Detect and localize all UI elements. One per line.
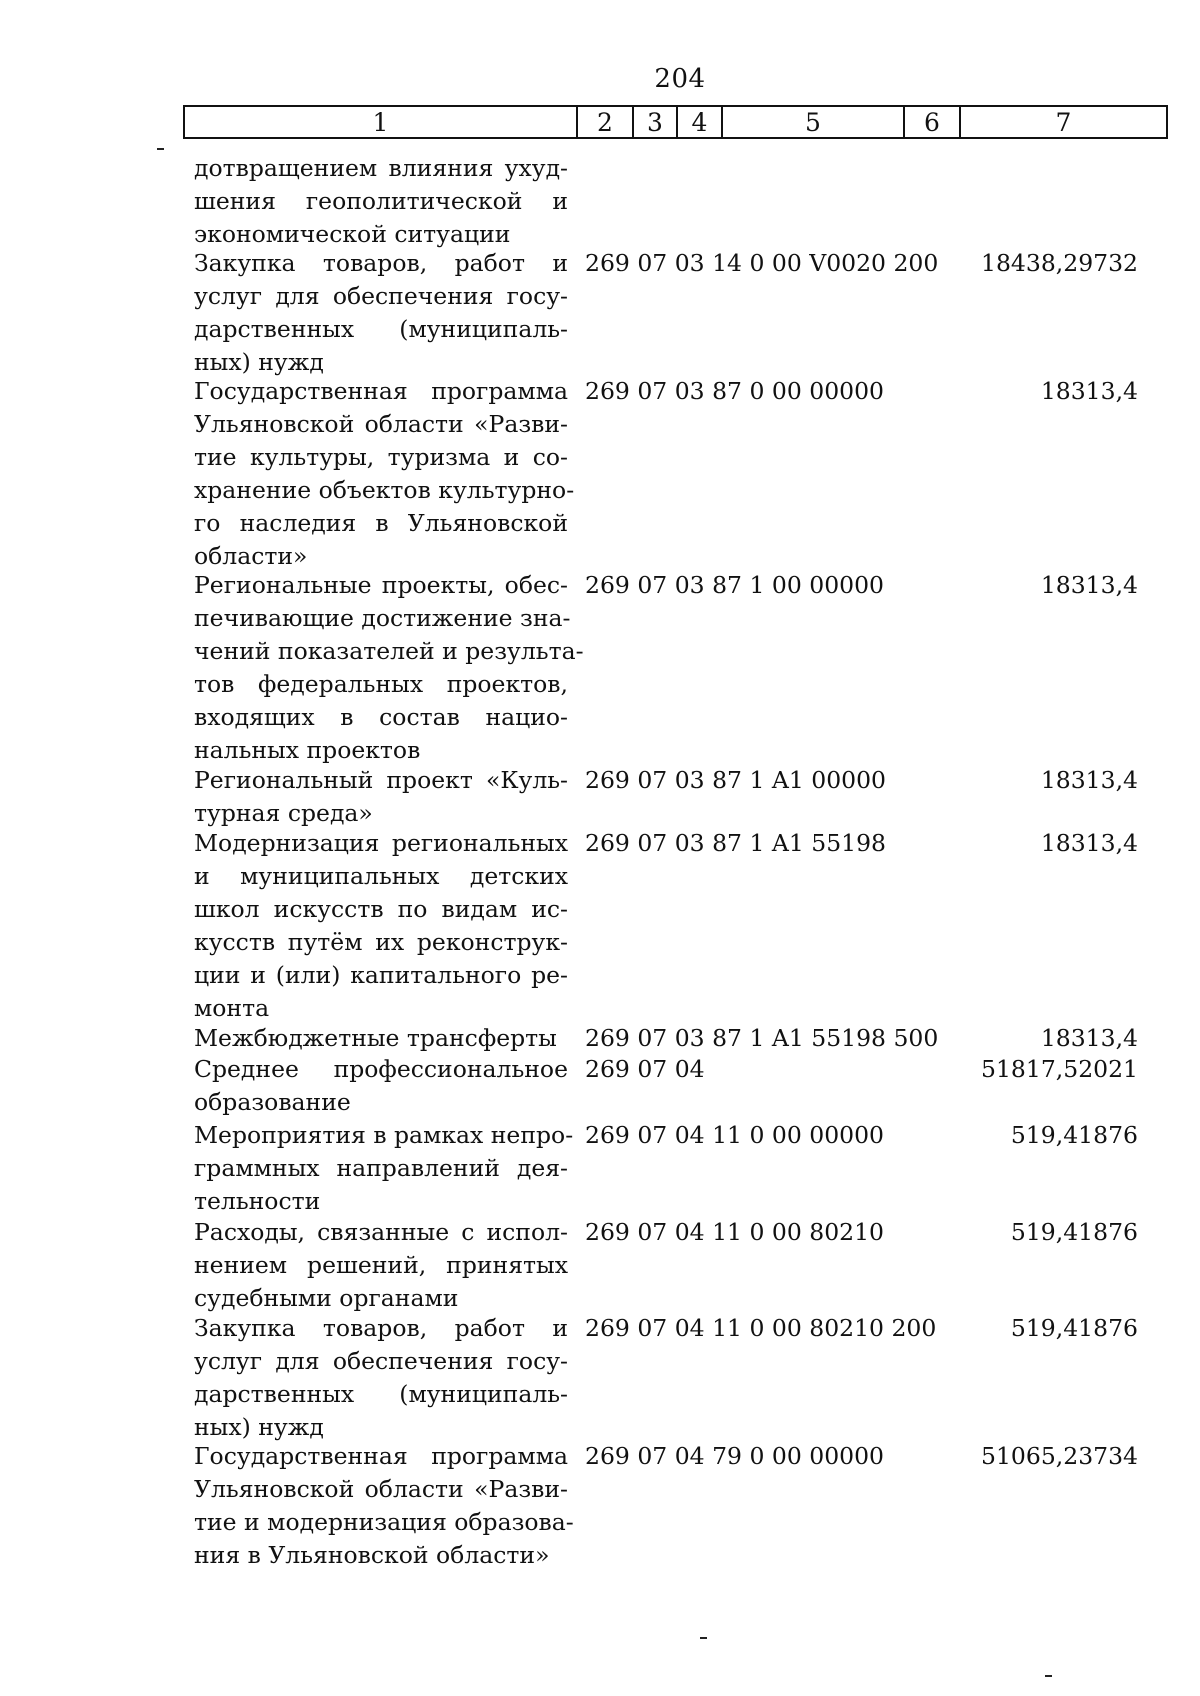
table-header bbox=[183, 105, 1168, 139]
scan-mark bbox=[157, 148, 164, 150]
scan-mark bbox=[700, 1637, 707, 1639]
description-line: Государственная программа bbox=[194, 377, 568, 405]
description-line: Межбюджетные трансферты bbox=[194, 1024, 557, 1052]
row-amount: 18313,4 bbox=[1040, 1024, 1138, 1052]
description-line: хранение объектов культурно- bbox=[194, 476, 575, 504]
description-line: нальных проектов bbox=[194, 736, 421, 764]
row-description bbox=[194, 152, 568, 251]
description-line: экономической ситуации bbox=[194, 220, 511, 248]
row-amount: 51817,52021 bbox=[981, 1055, 1138, 1083]
description-line: Модернизация региональных bbox=[194, 829, 568, 857]
description-line: судебными органами bbox=[194, 1284, 459, 1312]
description-line: ных) нужд bbox=[194, 348, 324, 376]
row-description bbox=[194, 764, 568, 830]
row-codes: 269 07 04 11 0 00 00000 bbox=[585, 1121, 884, 1149]
description-line: тельности bbox=[194, 1187, 321, 1215]
row-amount: 519,41876 bbox=[1010, 1218, 1138, 1246]
row-codes: 269 07 03 87 0 00 00000 bbox=[585, 377, 884, 405]
description-line: и муниципальных детских bbox=[194, 862, 568, 890]
row-description bbox=[194, 1440, 574, 1572]
row-codes: 269 07 04 bbox=[585, 1055, 705, 1083]
row-description bbox=[194, 827, 568, 1025]
row-codes: 269 07 03 87 1 A1 55198 bbox=[585, 829, 887, 857]
description-line: печивающие достижение зна- bbox=[194, 604, 571, 632]
description-line: дотвращением влияния ухуд- bbox=[194, 154, 568, 182]
row-codes: 269 07 04 11 0 00 80210 200 bbox=[585, 1314, 937, 1342]
description-line: ции и (или) капитального ре- bbox=[194, 961, 568, 989]
description-line: дарственных (муниципаль- bbox=[194, 315, 568, 343]
description-line: тие культуры, туризма и со- bbox=[194, 443, 568, 471]
row-description bbox=[194, 1312, 568, 1444]
header-col-3: 3 bbox=[634, 107, 678, 137]
description-line: Среднее профессиональное bbox=[194, 1055, 568, 1083]
description-line: турная среда» bbox=[194, 799, 373, 827]
description-line: ных) нужд bbox=[194, 1413, 324, 1441]
description-line: Расходы, связанные с испол- bbox=[194, 1218, 568, 1246]
description-line: входящих в состав нацио- bbox=[194, 703, 568, 731]
row-amount: 18313,4 bbox=[1040, 571, 1138, 599]
row-description bbox=[194, 247, 568, 379]
header-col-6: 6 bbox=[905, 107, 961, 137]
row-codes: 269 07 04 11 0 00 80210 bbox=[585, 1218, 884, 1246]
header-col-5: 5 bbox=[723, 107, 905, 137]
row-amount: 18313,4 bbox=[1040, 829, 1138, 857]
header-col-4: 4 bbox=[678, 107, 723, 137]
description-line: образование bbox=[194, 1088, 351, 1116]
description-line: шения геополитической и bbox=[194, 187, 568, 215]
description-line: услуг для обеспечения госу- bbox=[194, 1347, 568, 1375]
row-codes: 269 07 03 87 1 00 00000 bbox=[585, 571, 884, 599]
row-description bbox=[194, 1022, 568, 1055]
description-line: нением решений, принятых bbox=[194, 1251, 568, 1279]
description-line: тов федеральных проектов, bbox=[194, 670, 568, 698]
row-amount: 519,41876 bbox=[1010, 1121, 1138, 1149]
description-line: дарственных (муниципаль- bbox=[194, 1380, 568, 1408]
description-line: тие и модернизация образова- bbox=[194, 1508, 574, 1536]
row-amount: 51065,23734 bbox=[981, 1442, 1138, 1470]
description-line: Закупка товаров, работ и bbox=[194, 249, 568, 277]
row-description bbox=[194, 1119, 574, 1218]
description-line: Региональный проект «Куль- bbox=[194, 766, 568, 794]
description-line: монта bbox=[194, 994, 270, 1022]
description-line: школ искусств по видам ис- bbox=[194, 895, 568, 923]
header-col-1: 1 bbox=[185, 107, 578, 137]
row-description bbox=[194, 375, 575, 573]
description-line: Ульяновской области «Разви- bbox=[194, 1475, 568, 1503]
description-line: области» bbox=[194, 542, 308, 570]
header-col-2: 2 bbox=[578, 107, 634, 137]
row-codes: 269 07 03 14 0 00 V0020 200 bbox=[585, 249, 939, 277]
description-line: чений показателей и результа- bbox=[194, 637, 584, 665]
description-line: Региональные проекты, обес- bbox=[194, 571, 568, 599]
description-line: кусств путём их реконструк- bbox=[194, 928, 568, 956]
row-codes: 269 07 03 87 1 A1 55198 500 bbox=[585, 1024, 939, 1052]
description-line: услуг для обеспечения госу- bbox=[194, 282, 568, 310]
row-description bbox=[194, 1216, 568, 1315]
scan-mark bbox=[1045, 1675, 1052, 1677]
row-codes: 269 07 03 87 1 A1 00000 bbox=[585, 766, 887, 794]
description-line: Ульяновской области «Разви- bbox=[194, 410, 568, 438]
description-line: ния в Ульяновской области» bbox=[194, 1541, 550, 1569]
row-amount: 18313,4 bbox=[1040, 766, 1138, 794]
row-amount: 519,41876 bbox=[1010, 1314, 1138, 1342]
description-line: Государственная программа bbox=[194, 1442, 568, 1470]
row-description bbox=[194, 569, 584, 767]
row-amount: 18438,29732 bbox=[981, 249, 1138, 277]
header-col-7: 7 bbox=[1055, 108, 1072, 137]
description-line: Закупка товаров, работ и bbox=[194, 1314, 568, 1342]
row-description bbox=[194, 1053, 568, 1119]
description-line: Мероприятия в рамках непро- bbox=[194, 1121, 574, 1149]
row-amount: 18313,4 bbox=[1040, 377, 1138, 405]
row-codes: 269 07 04 79 0 00 00000 bbox=[585, 1442, 884, 1470]
description-line: го наследия в Ульяновской bbox=[194, 509, 568, 537]
page-number: 204 bbox=[654, 64, 706, 94]
description-line: граммных направлений дея- bbox=[194, 1154, 568, 1182]
